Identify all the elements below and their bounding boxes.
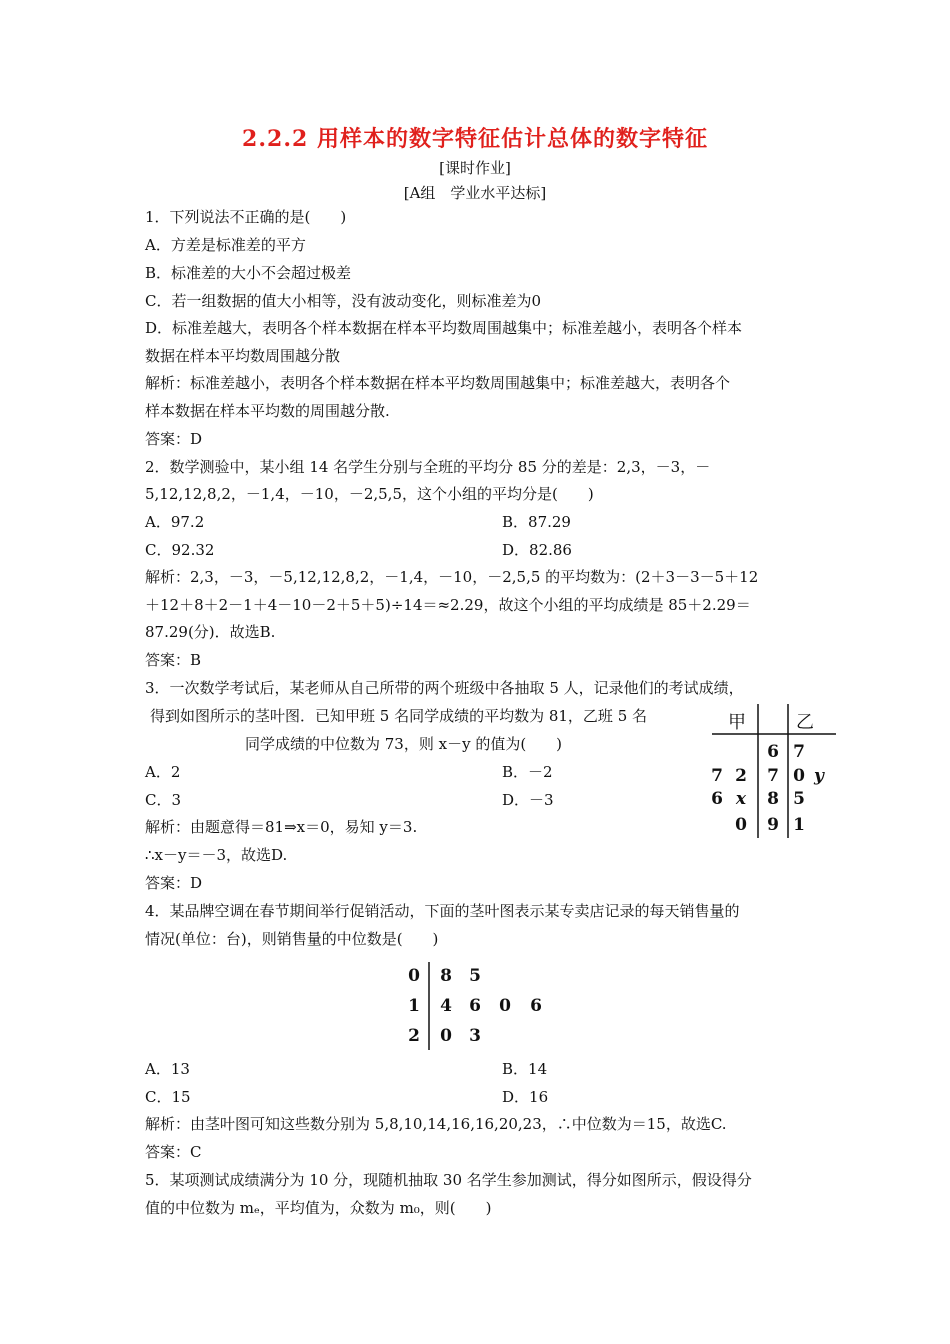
- q3-stem-line2: 得到如图所示的茎叶图．已知甲班 5 名同学成绩的平均数为 81，乙班 5 名: [150, 707, 648, 725]
- q4-leaf: 5: [469, 966, 481, 986]
- q1-explanation-line2: 样本数据在样本平均数的周围越分散.: [145, 402, 390, 420]
- q4-leaf: 3: [469, 1026, 481, 1046]
- q2-explanation-line2: ＋12＋8＋2－1＋4－10－2＋5＋5)÷14＝≈2.29，故这个小组的平均成绩是 85＋2.29＝: [145, 596, 751, 614]
- q3-option-a: A．2: [145, 763, 181, 781]
- q4-stem: 2: [408, 1026, 420, 1046]
- q3-stem-line1: 3．一次数学考试后，某老师从自己所带的两个班级中各抽取 5 人，记录他们的考试成绩，: [145, 679, 744, 697]
- q2-option-a: A．97.2: [145, 513, 205, 531]
- q4-explanation: 解析：由茎叶图可知这些数分别为 5,8,10,14,16,16,20,23，∴中位数为＝15，故选C.: [145, 1115, 727, 1133]
- q2-stem-line2: 5,12,12,8,2，－1,4，－10，－2,5,5，这个小组的平均分是( ): [145, 485, 594, 503]
- q2-explanation-line1: 解析：2,3，－3，－5,12,12,8,2，－1,4，－10，－2,5,5 的平均数为：(2＋3－3－5＋12: [145, 568, 759, 586]
- q5-stem-line1: 5．某项测试成绩满分为 10 分，现随机抽取 30 名学生参加测试，得分如图所示，假设得分: [145, 1171, 752, 1189]
- q3-left-header: 甲: [728, 712, 746, 733]
- q4-leaf: 0: [499, 996, 511, 1016]
- page-title: 2.2.2 用样本的数字特征估计总体的数字特征: [242, 126, 708, 152]
- q1-option-c: C．若一组数据的值大小相等，没有波动变化，则标准差为0: [145, 292, 542, 310]
- q4-stem-leaf-plot: [400, 962, 560, 1052]
- q4-option-d: D．16: [502, 1088, 549, 1106]
- q1-option-a: A．方差是标准差的平方: [145, 236, 306, 254]
- q3-explanation-line2: ∴x－y＝－3，故选D.: [145, 846, 288, 864]
- q3-stem: 9: [767, 815, 779, 835]
- q4-leaf: 8: [440, 966, 452, 986]
- q4-answer: 答案：C: [145, 1143, 202, 1161]
- q4-stem: 0: [408, 966, 420, 986]
- q3-right-leaf: 5: [793, 789, 805, 809]
- q3-left-leaf: 0: [735, 815, 747, 835]
- subtitle-homework: [课时作业]: [439, 159, 511, 177]
- q3-right-leaf: y: [814, 766, 824, 786]
- q3-left-leaf: 6: [711, 789, 723, 809]
- q3-left-leaf: x: [735, 789, 747, 809]
- q3-stem-leaf-plot: [712, 702, 838, 840]
- q4-stem-line1: 4．某品牌空调在春节期间举行促销活动，下面的茎叶图表示某专卖店记录的每天销售量的: [145, 902, 740, 920]
- q3-option-d: D．－3: [502, 791, 554, 809]
- q3-right-leaf: 1: [793, 815, 805, 835]
- q4-option-c: C．15: [145, 1088, 191, 1106]
- q4-leaf: 6: [469, 996, 481, 1016]
- q3-stem: 6: [767, 742, 779, 762]
- q4-leaf: 0: [440, 1026, 452, 1046]
- q1-option-d-line2: 数据在样本平均数周围越分散: [145, 347, 341, 365]
- q3-option-c: C．3: [145, 791, 182, 809]
- q4-leaf: 6: [530, 996, 542, 1016]
- q3-right-leaf: 0: [793, 766, 805, 786]
- q2-stem-line1: 2．数学测验中，某小组 14 名学生分别与全班的平均分 85 分的差是：2,3，－3，－: [145, 458, 711, 476]
- q3-left-leaf: 7: [711, 766, 723, 786]
- q2-option-d: D．82.86: [502, 541, 572, 559]
- q3-explanation-line1: 解析：由题意得＝81⇒x＝0，易知 y＝3.: [145, 818, 418, 836]
- q1-option-d-line1: D．标准差越大，表明各个样本数据在样本平均数周围越集中；标准差越小，表明各个样本: [145, 319, 743, 337]
- q5-stem-line2: 值的中位数为 mₑ，平均值为，众数为 m₀，则( ): [145, 1199, 492, 1217]
- q1-stem: 1．下列说法不正确的是( ): [145, 208, 347, 226]
- q2-option-c: C．92.32: [145, 541, 215, 559]
- q1-answer: 答案：D: [145, 430, 203, 448]
- q3-right-header: 乙: [796, 712, 814, 733]
- q2-answer: 答案：B: [145, 651, 202, 669]
- q3-option-b: B．－2: [502, 763, 553, 781]
- q1-option-b: B．标准差的大小不会超过极差: [145, 264, 352, 282]
- q3-stem-line3: 同学成绩的中位数为 73，则 x－y 的值为( ): [245, 735, 563, 753]
- q4-leaf: 4: [440, 996, 452, 1016]
- q3-stem: 7: [767, 766, 779, 786]
- q4-stem: 1: [408, 996, 420, 1016]
- q3-right-leaf: 7: [793, 742, 805, 762]
- q1-explanation-line1: 解析：标准差越小，表明各个样本数据在样本平均数周围越集中；标准差越大，表明各个: [145, 374, 731, 392]
- q4-option-b: B．14: [502, 1060, 548, 1078]
- subtitle-group: [A组 学业水平达标]: [403, 184, 547, 202]
- q3-left-leaf: 2: [735, 766, 747, 786]
- q2-explanation-line3: 87.29(分)．故选B.: [145, 623, 276, 641]
- q4-stem-line2: 情况(单位：台)，则销售量的中位数是( ): [145, 930, 439, 948]
- q2-option-b: B．87.29: [502, 513, 571, 531]
- q3-answer: 答案：D: [145, 874, 203, 892]
- q4-option-a: A．13: [145, 1060, 190, 1078]
- q3-stem: 8: [767, 789, 779, 809]
